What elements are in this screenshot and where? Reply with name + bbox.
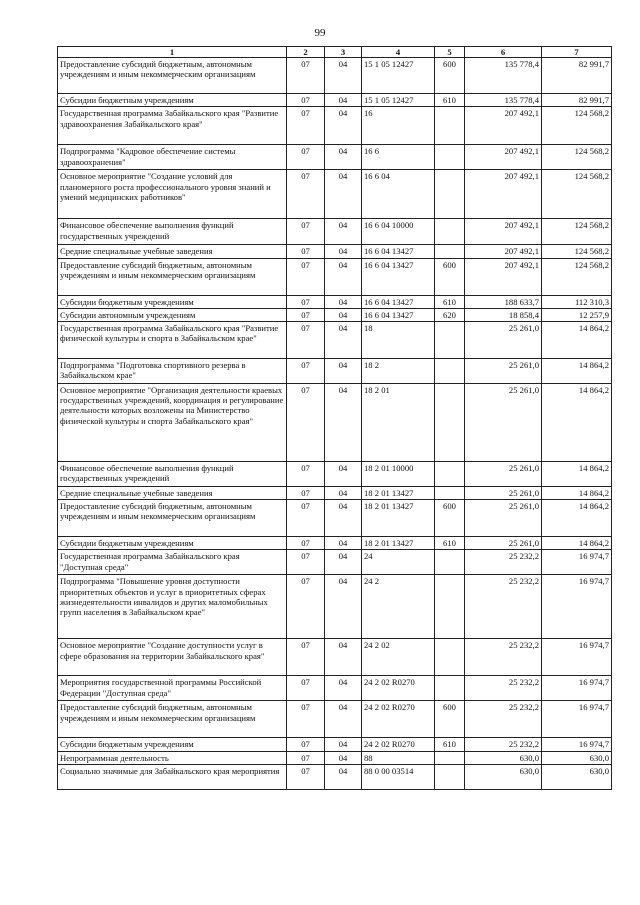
expense-type-cell: 600	[435, 701, 465, 738]
amount-col6-cell: 25 261,0	[465, 500, 542, 537]
target-article-cell: 88	[362, 751, 435, 764]
expense-type-cell	[435, 245, 465, 258]
expense-type-cell	[435, 384, 465, 462]
amount-col7-cell: 630,0	[542, 751, 612, 764]
amount-col6-cell: 25 232,2	[465, 676, 542, 701]
target-article-cell: 88 0 00 03514	[362, 764, 435, 789]
table-row	[58, 487, 612, 500]
section-code-cell: 07	[287, 219, 325, 245]
table-row	[58, 575, 612, 639]
target-article-cell: 24 2 02	[362, 639, 435, 676]
section-code-cell: 07	[287, 537, 325, 550]
amount-col6-cell: 25 261,0	[465, 322, 542, 359]
subsection-code-cell: 04	[325, 639, 362, 676]
target-article-cell: 18 2 01 13427	[362, 500, 435, 537]
section-code-cell: 07	[287, 738, 325, 751]
amount-col7-cell: 124 568,2	[542, 245, 612, 258]
target-article-cell: 16 6 04 13427	[362, 308, 435, 321]
amount-col6-cell: 630,0	[465, 751, 542, 764]
table-row	[58, 738, 612, 751]
row-name-cell: Финансовое обеспечение выполнения функций государственных учреждений	[58, 219, 287, 245]
row-name-cell: Мероприятия государственной программы Российской Федерации "Доступная среда"	[58, 676, 287, 701]
subsection-code-cell: 04	[325, 295, 362, 308]
row-name-cell: Субсидии бюджетным учреждениям	[58, 537, 287, 550]
table-row	[58, 751, 612, 764]
expense-type-cell	[435, 462, 465, 487]
amount-col6-cell: 25 261,0	[465, 537, 542, 550]
expense-type-cell	[435, 145, 465, 170]
amount-col6-cell: 25 261,0	[465, 487, 542, 500]
row-name-cell: Средние специальные учебные заведения	[58, 487, 287, 500]
target-article-cell: 18 2 01 10000	[362, 462, 435, 487]
row-name-cell: Социально значимые для Забайкальского края мероприятия	[58, 764, 287, 789]
expense-type-cell	[435, 751, 465, 764]
expense-type-cell: 610	[435, 94, 465, 107]
expense-type-cell: 600	[435, 258, 465, 295]
amount-col6-cell: 18 858,4	[465, 308, 542, 321]
table-body	[58, 58, 612, 790]
subsection-code-cell: 04	[325, 500, 362, 537]
row-name-cell: Предоставление субсидий бюджетным, автономным учреждениям и иным некоммерческим организациям	[58, 58, 287, 94]
column-header: 2	[287, 47, 325, 58]
subsection-code-cell: 04	[325, 258, 362, 295]
amount-col7-cell: 16 974,7	[542, 575, 612, 639]
target-article-cell: 24	[362, 550, 435, 575]
section-code-cell: 07	[287, 764, 325, 789]
section-code-cell: 07	[287, 359, 325, 384]
table-row	[58, 537, 612, 550]
subsection-code-cell: 04	[325, 738, 362, 751]
amount-col6-cell: 188 633,7	[465, 295, 542, 308]
amount-col6-cell: 25 261,0	[465, 384, 542, 462]
expense-type-cell: 620	[435, 308, 465, 321]
expense-type-cell	[435, 550, 465, 575]
section-code-cell: 07	[287, 462, 325, 487]
section-code-cell: 07	[287, 575, 325, 639]
column-header: 7	[542, 47, 612, 58]
amount-col7-cell: 124 568,2	[542, 145, 612, 170]
table-row	[58, 170, 612, 219]
target-article-cell: 15 1 05 12427	[362, 94, 435, 107]
table-row	[58, 219, 612, 245]
table-row	[58, 308, 612, 321]
amount-col6-cell: 207 492,1	[465, 245, 542, 258]
row-name-cell: Основное мероприятие "Создание условий для планомерного роста профессионального уровня знаний и умений медицинских работников"	[58, 170, 287, 219]
column-header: 3	[325, 47, 362, 58]
table-row	[58, 245, 612, 258]
section-code-cell: 07	[287, 487, 325, 500]
expense-type-cell	[435, 219, 465, 245]
table-row	[58, 107, 612, 145]
column-header: 4	[362, 47, 435, 58]
target-article-cell: 15 1 05 12427	[362, 58, 435, 94]
subsection-code-cell: 04	[325, 751, 362, 764]
expense-type-cell: 610	[435, 295, 465, 308]
section-code-cell: 07	[287, 701, 325, 738]
section-code-cell: 07	[287, 145, 325, 170]
budget-table	[57, 46, 612, 790]
amount-col6-cell: 207 492,1	[465, 219, 542, 245]
target-article-cell: 16 6 04 13427	[362, 258, 435, 295]
section-code-cell: 07	[287, 384, 325, 462]
amount-col6-cell: 207 492,1	[465, 145, 542, 170]
target-article-cell: 16 6 04	[362, 170, 435, 219]
amount-col7-cell: 82 991,7	[542, 94, 612, 107]
section-code-cell: 07	[287, 322, 325, 359]
row-name-cell: Финансовое обеспечение выполнения функций государственных учреждений	[58, 462, 287, 487]
expense-type-cell: 610	[435, 537, 465, 550]
subsection-code-cell: 04	[325, 219, 362, 245]
row-name-cell: Основное мероприятие "Организация деятельности краевых государственных учреждений, координация и регулирование деятельности которых возложены на Министерство физической культуры и спорта Забайкальского края"	[58, 384, 287, 462]
amount-col6-cell: 25 261,0	[465, 462, 542, 487]
table-row	[58, 701, 612, 738]
subsection-code-cell: 04	[325, 676, 362, 701]
table-row	[58, 550, 612, 575]
amount-col7-cell: 82 991,7	[542, 58, 612, 94]
target-article-cell: 16 6 04 13427	[362, 245, 435, 258]
target-article-cell: 18 2 01	[362, 384, 435, 462]
amount-col6-cell: 25 232,2	[465, 639, 542, 676]
row-name-cell: Государственная программа Забайкальского края "Доступная среда"	[58, 550, 287, 575]
section-code-cell: 07	[287, 639, 325, 676]
subsection-code-cell: 04	[325, 308, 362, 321]
expense-type-cell	[435, 575, 465, 639]
column-header: 5	[435, 47, 465, 58]
expense-type-cell: 600	[435, 500, 465, 537]
subsection-code-cell: 04	[325, 575, 362, 639]
amount-col7-cell: 14 864,2	[542, 487, 612, 500]
amount-col6-cell: 135 778,4	[465, 94, 542, 107]
amount-col7-cell: 14 864,2	[542, 462, 612, 487]
row-name-cell: Предоставление субсидий бюджетным, автономным учреждениям и иным некоммерческим организациям	[58, 701, 287, 738]
subsection-code-cell: 04	[325, 359, 362, 384]
column-header: 1	[58, 47, 287, 58]
subsection-code-cell: 04	[325, 537, 362, 550]
amount-col7-cell: 16 974,7	[542, 550, 612, 575]
section-code-cell: 07	[287, 245, 325, 258]
row-name-cell: Субсидии бюджетным учреждениям	[58, 295, 287, 308]
amount-col7-cell: 16 974,7	[542, 639, 612, 676]
section-code-cell: 07	[287, 295, 325, 308]
target-article-cell: 16	[362, 107, 435, 145]
amount-col7-cell: 630,0	[542, 764, 612, 789]
row-name-cell: Субсидии бюджетным учреждениям	[58, 94, 287, 107]
row-name-cell: Подпрограмма "Кадровое обеспечение системы здравоохранения"	[58, 145, 287, 170]
table-row	[58, 258, 612, 295]
amount-col7-cell: 124 568,2	[542, 258, 612, 295]
row-name-cell: Подпрограмма "Подготовка спортивного резерва в Забайкальском крае"	[58, 359, 287, 384]
amount-col7-cell: 14 864,2	[542, 359, 612, 384]
row-name-cell: Средние специальные учебные заведения	[58, 245, 287, 258]
target-article-cell: 18 2 01 13427	[362, 537, 435, 550]
expense-type-cell	[435, 639, 465, 676]
section-code-cell: 07	[287, 676, 325, 701]
table-row	[58, 94, 612, 107]
subsection-code-cell: 04	[325, 245, 362, 258]
column-header: 6	[465, 47, 542, 58]
expense-type-cell	[435, 322, 465, 359]
amount-col6-cell: 25 261,0	[465, 359, 542, 384]
target-article-cell: 18	[362, 322, 435, 359]
amount-col7-cell: 14 864,2	[542, 537, 612, 550]
amount-col7-cell: 16 974,7	[542, 701, 612, 738]
section-code-cell: 07	[287, 94, 325, 107]
subsection-code-cell: 04	[325, 462, 362, 487]
row-name-cell: Предоставление субсидий бюджетным, автономным учреждениям и иным некоммерческим организациям	[58, 258, 287, 295]
row-name-cell: Подпрограмма "Повышение уровня доступности приоритетных объектов и услуг в приоритетных сферах жизнедеятельности инвалидов и других маломобильных групп населения в Забайкальском крае"	[58, 575, 287, 639]
table-row	[58, 359, 612, 384]
amount-col7-cell: 112 310,3	[542, 295, 612, 308]
table-row	[58, 764, 612, 789]
amount-col6-cell: 25 232,2	[465, 738, 542, 751]
section-code-cell: 07	[287, 308, 325, 321]
table-row	[58, 145, 612, 170]
section-code-cell: 07	[287, 58, 325, 94]
target-article-cell: 18 2 01 13427	[362, 487, 435, 500]
row-name-cell: Государственная программа Забайкальского края "Развитие физической культуры и спорта в Забайкальском крае"	[58, 322, 287, 359]
subsection-code-cell: 04	[325, 145, 362, 170]
target-article-cell: 16 6	[362, 145, 435, 170]
amount-col6-cell: 135 778,4	[465, 58, 542, 94]
subsection-code-cell: 04	[325, 701, 362, 738]
section-code-cell: 07	[287, 107, 325, 145]
amount-col7-cell: 14 864,2	[542, 322, 612, 359]
expense-type-cell	[435, 107, 465, 145]
subsection-code-cell: 04	[325, 322, 362, 359]
expense-type-cell	[435, 359, 465, 384]
amount-col6-cell: 630,0	[465, 764, 542, 789]
expense-type-cell	[435, 676, 465, 701]
target-article-cell: 24 2	[362, 575, 435, 639]
amount-col6-cell: 207 492,1	[465, 107, 542, 145]
row-name-cell: Предоставление субсидий бюджетным, автономным учреждениям и иным некоммерческим организациям	[58, 500, 287, 537]
table-row	[58, 384, 612, 462]
amount-col7-cell: 12 257,9	[542, 308, 612, 321]
section-code-cell: 07	[287, 170, 325, 219]
amount-col6-cell: 25 232,2	[465, 701, 542, 738]
expense-type-cell	[435, 487, 465, 500]
expense-type-cell	[435, 170, 465, 219]
expense-type-cell: 600	[435, 58, 465, 94]
amount-col6-cell: 25 232,2	[465, 550, 542, 575]
amount-col6-cell: 207 492,1	[465, 258, 542, 295]
target-article-cell: 24 2 02 R0270	[362, 676, 435, 701]
target-article-cell: 16 6 04 13427	[362, 295, 435, 308]
amount-col7-cell: 16 974,7	[542, 676, 612, 701]
expense-type-cell	[435, 764, 465, 789]
target-article-cell: 18 2	[362, 359, 435, 384]
row-name-cell: Субсидии бюджетным учреждениям	[58, 738, 287, 751]
section-code-cell: 07	[287, 500, 325, 537]
amount-col6-cell: 25 232,2	[465, 575, 542, 639]
subsection-code-cell: 04	[325, 764, 362, 789]
target-article-cell: 16 6 04 10000	[362, 219, 435, 245]
expense-type-cell: 610	[435, 738, 465, 751]
section-code-cell: 07	[287, 751, 325, 764]
section-code-cell: 07	[287, 258, 325, 295]
target-article-cell: 24 2 02 R0270	[362, 701, 435, 738]
section-code-cell: 07	[287, 550, 325, 575]
subsection-code-cell: 04	[325, 94, 362, 107]
table-row	[58, 500, 612, 537]
page-number: 99	[314, 27, 326, 39]
amount-col7-cell: 14 864,2	[542, 384, 612, 462]
table-row	[58, 639, 612, 676]
subsection-code-cell: 04	[325, 550, 362, 575]
table-row	[58, 322, 612, 359]
row-name-cell: Непрограммная деятельность	[58, 751, 287, 764]
subsection-code-cell: 04	[325, 58, 362, 94]
table-row	[58, 676, 612, 701]
amount-col7-cell: 14 864,2	[542, 500, 612, 537]
row-name-cell: Основное мероприятие "Создание доступности услуг в сфере образования на территории Забайкальского края"	[58, 639, 287, 676]
amount-col7-cell: 124 568,2	[542, 219, 612, 245]
amount-col6-cell: 207 492,1	[465, 170, 542, 219]
table-row	[58, 58, 612, 94]
amount-col7-cell: 124 568,2	[542, 170, 612, 219]
amount-col7-cell: 124 568,2	[542, 107, 612, 145]
target-article-cell: 24 2 02 R0270	[362, 738, 435, 751]
row-name-cell: Субсидии автономным учреждениям	[58, 308, 287, 321]
table-row	[58, 462, 612, 487]
amount-col7-cell: 16 974,7	[542, 738, 612, 751]
table-row	[58, 295, 612, 308]
subsection-code-cell: 04	[325, 170, 362, 219]
row-name-cell: Государственная программа Забайкальского края "Развитие здравоохранения Забайкальского края"	[58, 107, 287, 145]
subsection-code-cell: 04	[325, 107, 362, 145]
table-header-row	[58, 47, 612, 58]
subsection-code-cell: 04	[325, 384, 362, 462]
subsection-code-cell: 04	[325, 487, 362, 500]
